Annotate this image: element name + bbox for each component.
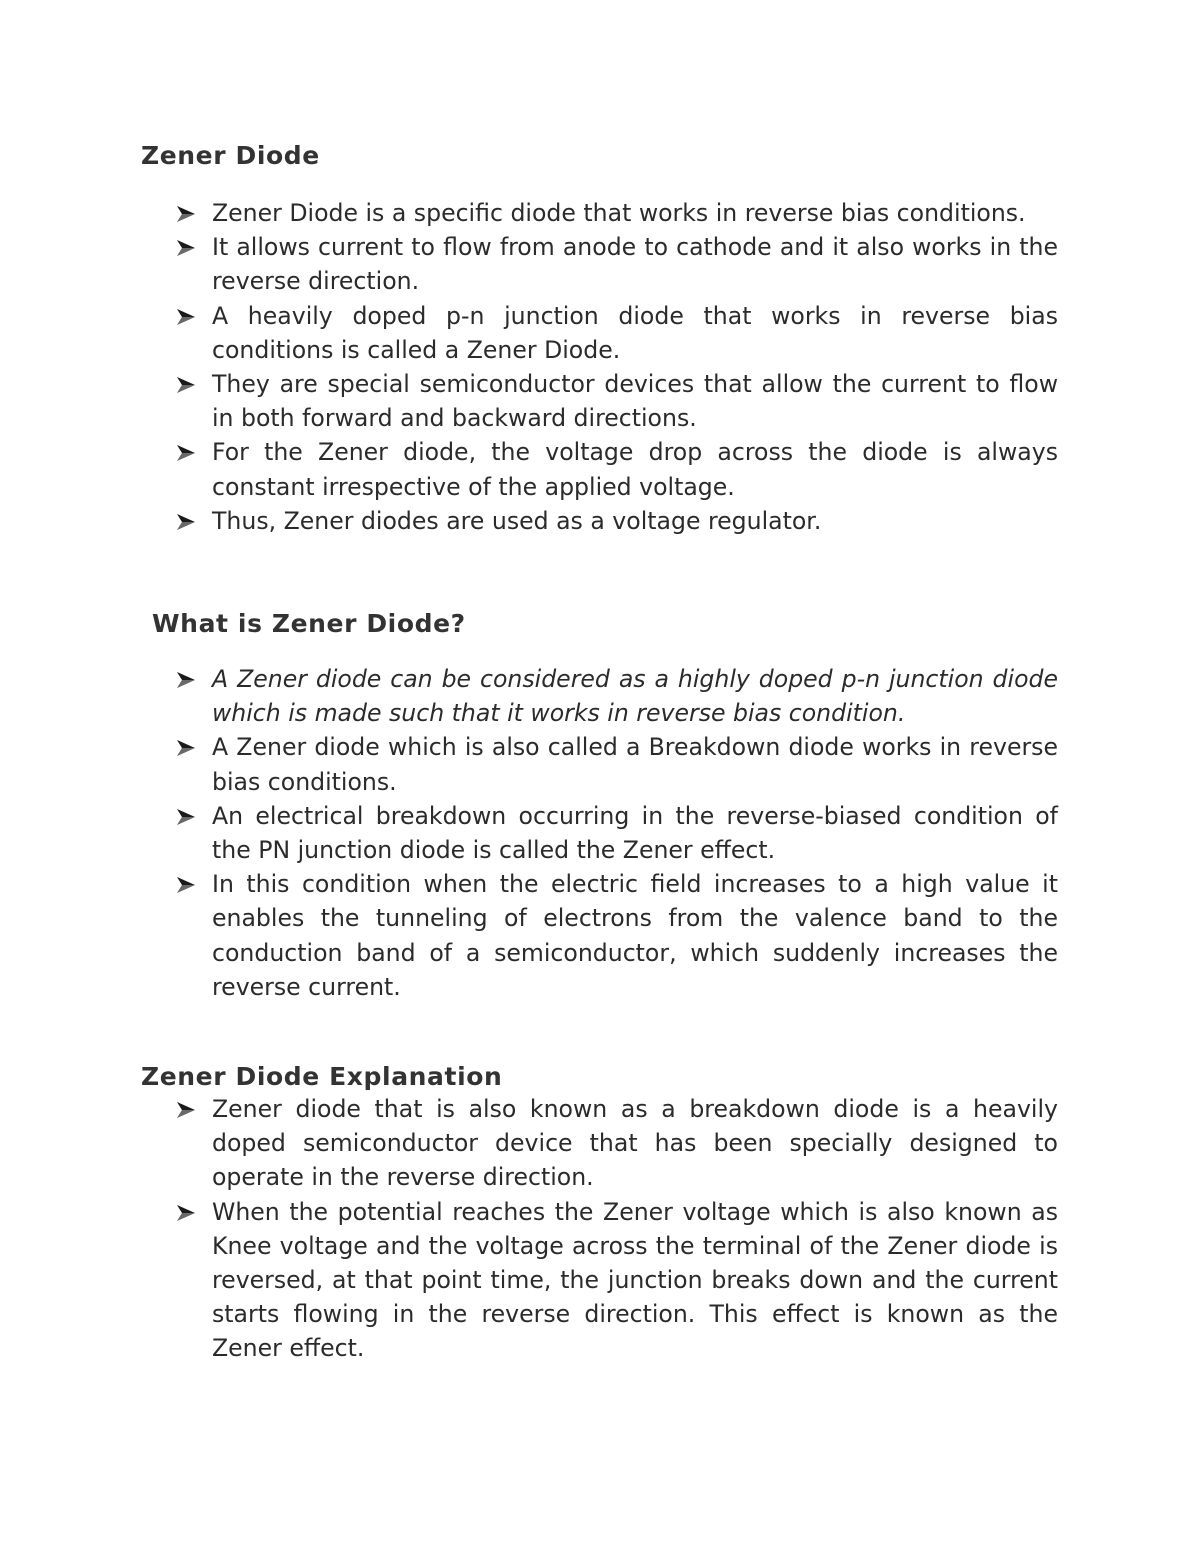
- bullet-list-zener-diode-explanation: [173, 1092, 1058, 1366]
- list-item: [173, 230, 1058, 298]
- list-item: [173, 367, 1058, 435]
- arrowhead-bullet-icon: [176, 367, 198, 401]
- list-item: [173, 1092, 1058, 1195]
- list-item: [173, 799, 1058, 867]
- arrowhead-bullet-icon: [176, 867, 198, 901]
- section-heading-what-is-zener-diode: What is Zener Diode?: [152, 609, 466, 638]
- list-item-text: In this condition when the electric field increases to a high value it enables the tunneling of electrons from the valence band to the conduction band of a semiconductor, which suddenly increases the reverse current.: [212, 870, 1058, 1001]
- arrowhead-bullet-icon: [176, 1092, 198, 1126]
- arrowhead-bullet-icon: [176, 230, 198, 264]
- list-item-text: They are special semiconductor devices that allow the current to flow in both forward and backward directions.: [212, 370, 1058, 433]
- list-item-text: Zener diode that is also known as a breakdown diode is a heavily doped semiconductor device that has been specially designed to operate in the reverse direction.: [212, 1095, 1058, 1192]
- list-item: [173, 662, 1058, 730]
- section-heading-zener-diode-explanation: Zener Diode Explanation: [141, 1062, 503, 1091]
- list-item-text: Zener Diode is a specific diode that works in reverse bias conditions.: [212, 199, 1026, 227]
- list-item-text: A heavily doped p-n junction diode that works in reverse bias conditions is called a Zener Diode.: [212, 301, 1058, 364]
- list-item: [173, 435, 1058, 503]
- arrowhead-bullet-icon: [176, 662, 198, 696]
- bullet-list-zener-diode: [173, 196, 1058, 538]
- list-item: [173, 299, 1058, 367]
- list-item: [173, 1195, 1058, 1366]
- bullet-list-what-is-zener-diode: [173, 662, 1058, 1004]
- arrowhead-bullet-icon: [176, 730, 198, 764]
- arrowhead-bullet-icon: [176, 504, 198, 538]
- list-item-text: Thus, Zener diodes are used as a voltage regulator.: [212, 506, 822, 535]
- list-item: [173, 504, 1058, 538]
- arrowhead-bullet-icon: [176, 435, 198, 469]
- arrowhead-bullet-icon: [176, 799, 198, 833]
- list-item-text: A Zener diode can be considered as a highly doped p-n junction diode which is made such that it works in reverse bias condition.: [212, 665, 1058, 728]
- section-heading-zener-diode: Zener Diode: [141, 141, 320, 170]
- list-item-text: An electrical breakdown occurring in the reverse-biased condition of the PN junction diode is called the Zener effect.: [212, 801, 1058, 865]
- list-item-text: For the Zener diode, the voltage drop across the diode is always constant irrespective of the applied voltage.: [212, 438, 1058, 501]
- list-item-text: When the potential reaches the Zener voltage which is also known as Knee voltage and the voltage across the terminal of the Zener diode is reversed, at that point time, the junction breaks down and the current starts flowing in the reverse direction. This effect is known as the Zener effect.: [212, 1197, 1058, 1363]
- list-item: [173, 730, 1058, 798]
- arrowhead-bullet-icon: [176, 196, 198, 230]
- list-item: [173, 196, 1058, 230]
- arrowhead-bullet-icon: [176, 299, 198, 333]
- list-item: [173, 867, 1058, 1004]
- list-item-text: A Zener diode which is also called a Breakdown diode works in reverse bias conditions.: [212, 733, 1058, 796]
- arrowhead-bullet-icon: [176, 1195, 198, 1229]
- list-item-text: It allows current to flow from anode to cathode and it also works in the reverse direction.: [212, 233, 1058, 296]
